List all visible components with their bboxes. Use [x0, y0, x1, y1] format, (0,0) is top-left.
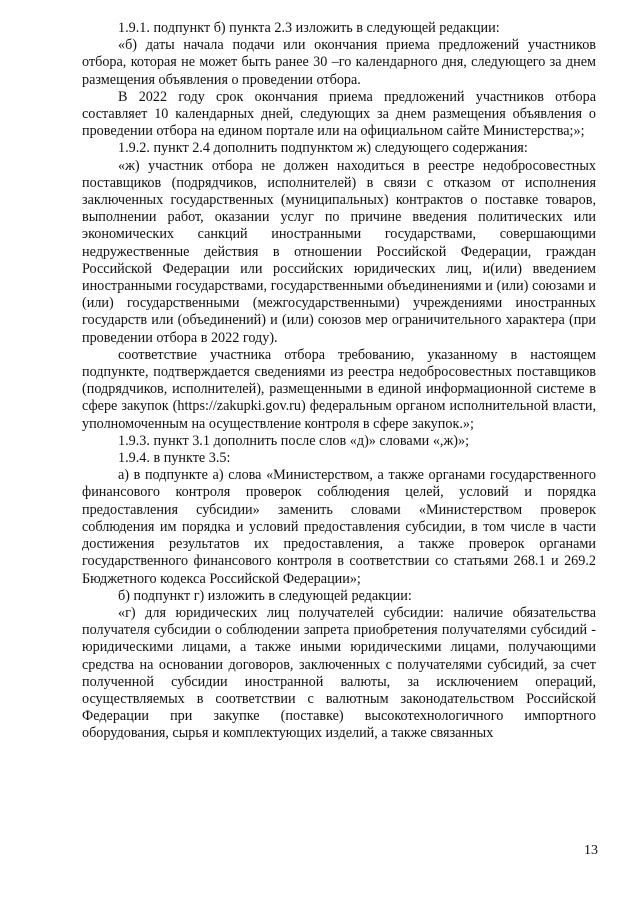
paragraph-compliance: соответствие участника отбора требованию, указанному в настоящем подпункте, подтверждается сведениями из реестра недобросовестных поставщиков (подрядчиков, исполнителей), размещенными в единой информационной системе в сфере закупок (https://zakupki.gov.ru) федеральным органом исполнительной власти, уполномоченным на осуществление контроля в сфере закупок.»; — [82, 346, 596, 432]
page-number: 13 — [584, 843, 598, 858]
paragraph-subpoint-zh: «ж) участник отбора не должен находиться в реестре недобросовестных поставщиков (подрядчиков, исполнителей) в связи с отказом от исполнения заключенных государственных (муниципальных) контрактов о поставке товаров, выполнении работ, оказании услуг по причине введения политических или экономических санкций иностранными государствами, совершающими недружественные действия в отношении Российской Федерации, граждан Российской Федерации или российских юридических лиц, и(или) введением иностранными государствами, государственными объединениями и (или) союзами и (или) государственными (межгосударственными) учреждениями иностранных государств или (объединений) и (или) союзов мер ограничительного характера (при проведении отбора в 2022 году). — [82, 157, 596, 346]
paragraph-subpoint-b: «б) даты начала подачи или окончания приема предложений участников отбора, которая не может быть ранее 30 –го календарного дня, следующего за днем размещения объявления о проведении отбора. — [82, 37, 596, 88]
paragraph-1-9-3: 1.9.3. пункт 3.1 дополнить после слов «д)» словами «,ж)»; — [118, 432, 470, 449]
paragraph-item-a: а) в подпункте а) слова «Министерством, а также органами государственного финансового контроля проверок соблюдения целей, условий и порядка предоставления субсидии» заменить словами «Министерством проверок соблюдения им порядка и условий предоставления субсидии, в том числе в части достижения результатов их предоставления, а также проверок органами государственного финансового контроля в соответствии со статьями 268.1 и 269.2 Бюджетного кодекса Российской Федерации»; — [82, 467, 596, 587]
paragraph-item-b: б) подпункт г) изложить в следующей редакции: — [118, 587, 412, 604]
paragraph-subpoint-g: «г) для юридических лиц получателей субсидии: наличие обязательства получателя субсидии о соблюдении запрета приобретения получателями субсидий - юридическими лицами, а также иными юридическими лицами, получающими средства на основании договоров, заключенных с получателями субсидий, за счет полученной субсидии иностранной валюты, за исключением операций, осуществляемых в соответствии с валютным законодательством Российской Федерации при закупке (поставке) высокотехнологичного импортного оборудования, сырья и комплектующих изделий, а также связанных — [82, 604, 596, 742]
paragraph-2022-deadline: В 2022 году срок окончания приема предложений участников отбора составляет 10 календарных дней, следующих за днем размещения объявления о проведении отбора на едином портале или на официальном сайте Министерства;»; — [82, 88, 596, 140]
paragraph-1-9-1: 1.9.1. подпункт б) пункта 2.3 изложить в следующей редакции: — [118, 20, 500, 36]
paragraph-1-9-2: 1.9.2. пункт 2.4 дополнить подпунктом ж) следующего содержания: — [118, 140, 528, 157]
paragraph-1-9-4: 1.9.4. в пункте 3.5: — [118, 450, 231, 467]
document-body — [82, 20, 596, 743]
